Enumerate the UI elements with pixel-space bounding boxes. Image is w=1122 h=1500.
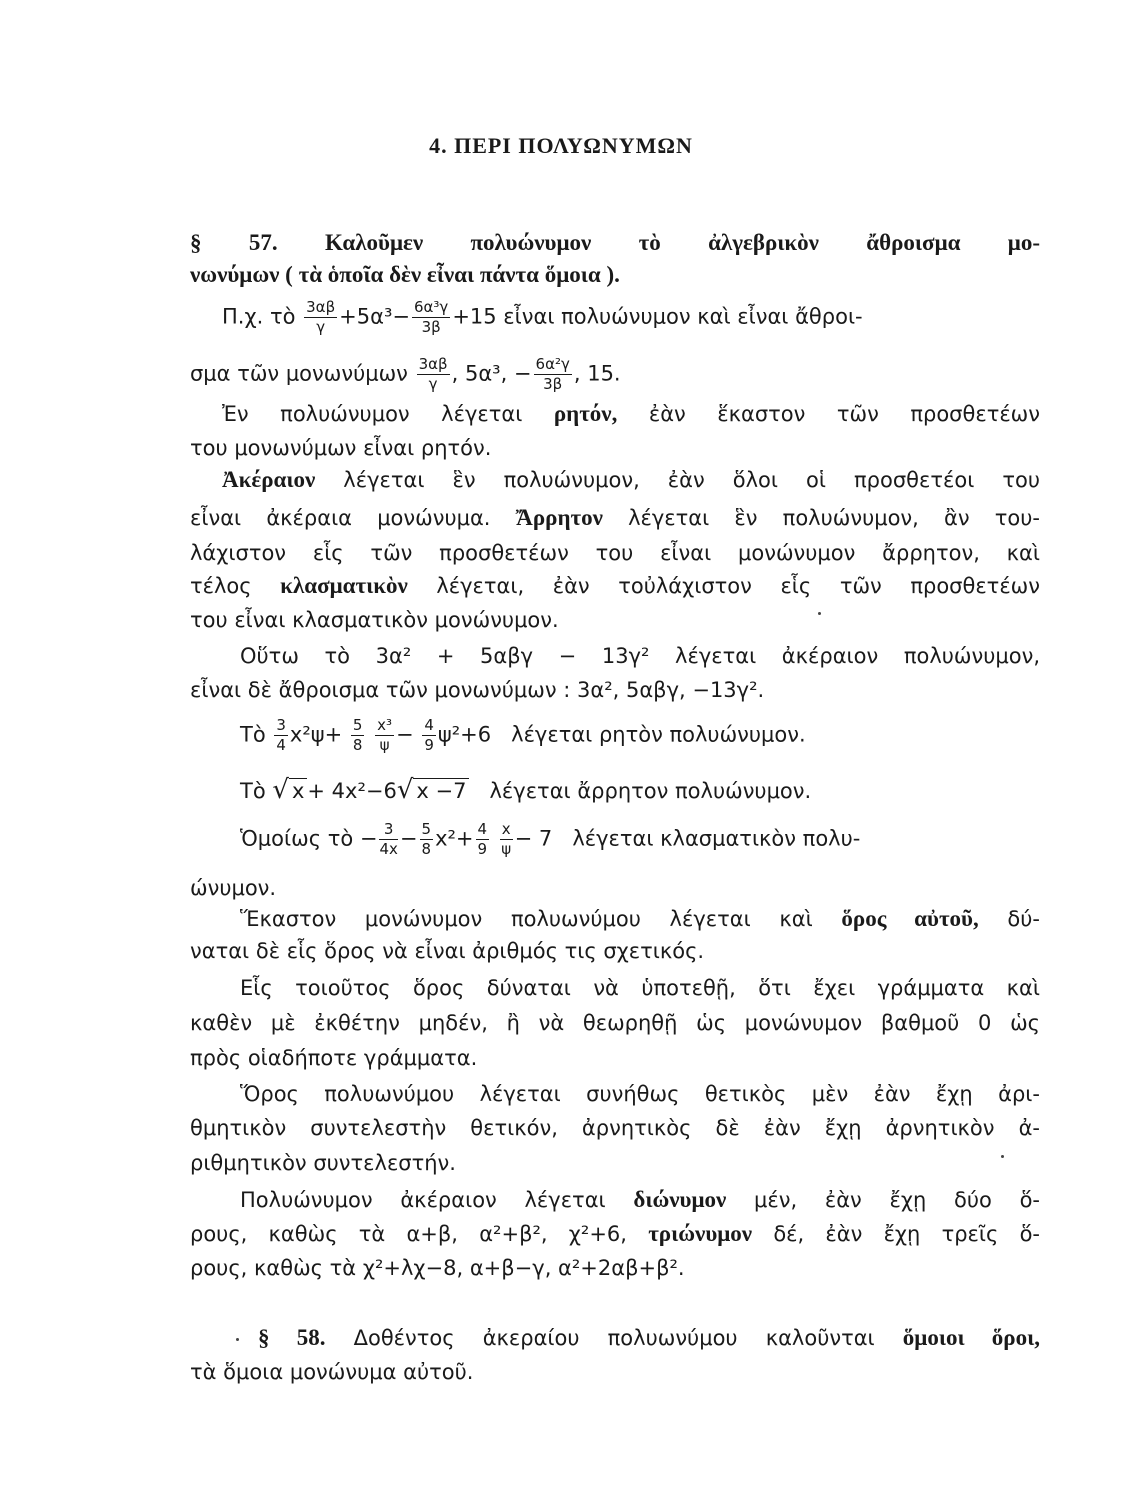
fraction-denominator: 8 — [421, 840, 432, 858]
irrational-polynomial-example — [240, 775, 1040, 806]
fractional-definition-cont: του εἶναι κλασματικὸν μονώνυμον. — [190, 608, 559, 632]
section-57-definition-cont: νωνύμων ( τὰ ὁποῖα δὲν εἶναι πάντα ὅμοια ). — [190, 262, 620, 287]
text-run: Ἐν πολυώνυμον λέγεται — [222, 402, 554, 426]
rational-definition-line-2: του μονωνύμων εἶναι ρητόν. — [190, 436, 492, 460]
irrational-definition-line — [190, 503, 1040, 533]
text-run: λέγεται ἓν πολυώνυμον, ἐὰν ὅλοι οἱ προσθετέοι του — [315, 468, 1040, 492]
text-run: λέγεται ρητὸν πολυώνυμον. — [511, 722, 806, 747]
irrational-definition-cont: λάχιστον εἷς τῶν προσθετέων του εἶναι μονώνυμον ἄρρητον, καὶ — [190, 541, 1040, 565]
fraction-numerator: 5 — [352, 716, 363, 734]
fractional-polynomial-example — [240, 822, 1040, 857]
section-58-line-2: τὰ ὅμοια μονώνυμα αὐτοῦ. — [190, 1360, 474, 1384]
square-root-icon: √ — [272, 775, 289, 805]
sign-definition-line-1: Ὅρος πολυωνύμου λέγεται συνήθως θετικὸς μὲν ἐὰν ἔχῃ ἀρι- — [240, 1082, 1040, 1106]
term-irrational: Ἄρρητον — [515, 505, 603, 530]
expression-part: +5α³− — [339, 304, 410, 329]
fraction-denominator: ψ — [379, 736, 390, 754]
fraction-denominator: ψ — [501, 840, 512, 858]
rational-polynomial-example — [240, 718, 1040, 753]
example-suffix: +15 εἶναι πολυώνυμον καὶ εἶναι ἄθροι- — [452, 304, 863, 329]
term-like-terms: ὅμοιοι ὅροι, — [902, 1325, 1040, 1350]
fraction — [375, 718, 394, 753]
fraction — [304, 300, 337, 335]
expression-part: − — [396, 722, 414, 747]
expression-part: − 7 — [514, 826, 553, 851]
trinomial-definition-line — [190, 1219, 1040, 1249]
radicand: x — [289, 778, 307, 803]
fraction-numerator: x³ — [377, 716, 393, 734]
fraction — [412, 300, 450, 335]
fraction-denominator: 4x — [379, 840, 398, 858]
fractional-polynomial-cont: ώνυμον. — [190, 876, 277, 900]
text-run: λέγεται, ἐὰν τοὐλάχιστον εἷς τῶν προσθετέων — [407, 574, 1040, 598]
expression-part: ψ²+6 — [437, 722, 492, 747]
term-rational: ρητόν, — [553, 401, 618, 426]
fraction-denominator: 3β — [421, 318, 441, 336]
fraction-numerator: 4 — [477, 820, 488, 838]
square-root-icon: √ — [396, 775, 414, 805]
fraction-numerator: x — [501, 820, 511, 838]
text-run: Ἕκαστον μονώνυμον πολυωνύμου λέγεται καὶ — [240, 907, 842, 931]
fraction-numerator: 3 — [379, 822, 397, 840]
term-fractional: κλασματικὸν — [280, 573, 408, 598]
example-line-1 — [222, 300, 1040, 335]
fraction-numerator: 6α³γ — [413, 298, 449, 316]
text-run: λέγεται ἓν πολυώνυμον, ἂν του- — [602, 506, 1040, 530]
constant-term-line-2: καθὲν μὲ ἐκθέτην μηδέν, ἢ νὰ θεωρηθῇ ὡς μονώνυμον βαθμοῦ 0 ὡς — [190, 1011, 1040, 1035]
fraction — [476, 822, 490, 857]
text-run: Πολυώνυμον ἀκέραιον λέγεται — [240, 1188, 634, 1212]
fraction-denominator: γ — [316, 318, 326, 336]
fraction — [420, 822, 434, 857]
fraction-numerator: 5 — [421, 820, 432, 838]
fraction — [534, 357, 572, 392]
fraction-numerator: 3αβ — [418, 355, 448, 373]
text-run: ρους, καθὼς τὰ α+β, α²+β², χ²+6, — [190, 1222, 649, 1246]
term-definition-line-1 — [240, 904, 1040, 934]
text-run: μέν, ἐὰν ἔχῃ δύο ὅ- — [726, 1188, 1041, 1212]
text-run: λέγεται ἄρρητον πολυώνυμον. — [489, 779, 812, 803]
fraction — [351, 718, 365, 753]
example-prefix: Π.χ. τὸ — [222, 304, 296, 329]
section-58-line-1 — [258, 1323, 1040, 1353]
text-run: εἶναι ἀκέραια μονώνυμα. — [190, 506, 516, 530]
expression-part: + 4x²−6 — [307, 779, 397, 803]
sign-definition-line-3: ριθμητικὸν συντελεστήν. — [190, 1151, 456, 1175]
section-57-line-1 — [190, 228, 1040, 258]
constant-term-line-1: Εἷς τοιοῦτος ὅρος δύναται νὰ ὑποτεθῇ, ὅτι ἔχει γράμματα καὶ — [240, 976, 1040, 1000]
fraction-numerator: 3 — [276, 716, 286, 734]
radicand: x −7 — [413, 778, 469, 803]
example-suffix: , 15. — [573, 361, 621, 386]
trinomial-example-line: ρους, καθὼς τὰ χ²+λχ−8, α+β−γ, α²+2αβ+β². — [190, 1256, 685, 1280]
integral-example-line-2: εἶναι δὲ ἄθροισμα τῶν μονωνύμων : 3α², 5αβγ, −13γ². — [190, 678, 765, 702]
fraction-numerator: 4 — [424, 716, 434, 734]
text-run: Τὸ — [240, 722, 266, 747]
constant-term-line-3: πρὸς οἱαδήποτε γράμματα. — [190, 1046, 478, 1070]
text-run: λέγεται κλασματικὸν πολυ- — [572, 826, 861, 851]
print-speck — [236, 1338, 239, 1341]
fraction-denominator: 9 — [477, 840, 488, 858]
term-trinomial: τριώνυμον — [648, 1221, 753, 1246]
fraction — [274, 718, 288, 753]
fraction-denominator: 9 — [424, 736, 434, 754]
term-definition-line-2: ναται δὲ εἷς ὅρος νὰ εἶναι ἀριθμός τις σχετικός. — [190, 939, 705, 963]
fraction-denominator: γ — [428, 375, 438, 393]
text-run: Δοθέντος ἀκεραίου πολυωνύμου καλοῦνται — [325, 1326, 903, 1350]
term-integral: Ἀκέραιον — [222, 467, 316, 492]
rational-definition-line-1 — [222, 399, 1040, 429]
text-run: Ὁμοίως τὸ − — [240, 826, 378, 851]
text-run: τέλος — [190, 574, 281, 598]
expression-part: , 5α³, − — [451, 361, 532, 386]
text-run: Τὸ — [240, 779, 266, 803]
sign-definition-line-2: θμητικὸν συντελεστὴν θετικόν, ἀρνητικὸς δὲ ἐὰν ἔχῃ ἀρνητικὸν ἀ- — [190, 1116, 1040, 1140]
binomial-definition-line — [240, 1185, 1040, 1215]
integral-definition-line-1 — [222, 465, 1040, 495]
chapter-heading: 4. ΠΕΡΙ ΠΟΛΥΩΝΥΜΩΝ — [429, 133, 693, 158]
fraction-denominator: 8 — [352, 736, 363, 754]
text-run: δύ- — [978, 907, 1040, 931]
fractional-definition-line — [190, 571, 1040, 601]
fraction — [379, 822, 397, 857]
fraction — [422, 718, 436, 753]
section-57-definition: § 57. Καλοῦμεν πολυώνυμον τὸ ἀλγεβρικὸν ἄθροισμα μο- — [190, 230, 1040, 255]
example-prefix: σμα τῶν μονωνύμων — [190, 361, 408, 386]
print-speck — [1001, 1155, 1004, 1158]
fraction-numerator: 3αβ — [306, 298, 336, 316]
expression-part: x²+ — [435, 826, 474, 851]
fraction — [417, 357, 450, 392]
term-binomial: διώνυμον — [633, 1187, 727, 1212]
section-58-number: § 58. — [258, 1325, 326, 1350]
text-run: ἐὰν ἕκαστον τῶν προσθετέων — [617, 402, 1041, 426]
example-line-2 — [190, 357, 1040, 392]
print-speck — [818, 612, 821, 615]
fraction-denominator: 3β — [543, 375, 563, 393]
fraction-numerator: 6α²γ — [535, 355, 570, 373]
term-term: ὅρος αὐτοῦ, — [841, 906, 979, 931]
expression-part: x²ψ+ — [289, 722, 343, 747]
text-run: δέ, ἐὰν ἔχῃ τρεῖς ὅ- — [752, 1222, 1040, 1246]
fraction-denominator: 4 — [276, 736, 286, 754]
expression-part: − — [399, 826, 418, 851]
section-57-line-2 — [190, 260, 1040, 290]
fraction — [500, 822, 513, 857]
integral-example-line-1: Οὕτω τὸ 3α² + 5αβγ − 13γ² λέγεται ἀκέραιον πολυώνυμον, — [240, 644, 1040, 668]
